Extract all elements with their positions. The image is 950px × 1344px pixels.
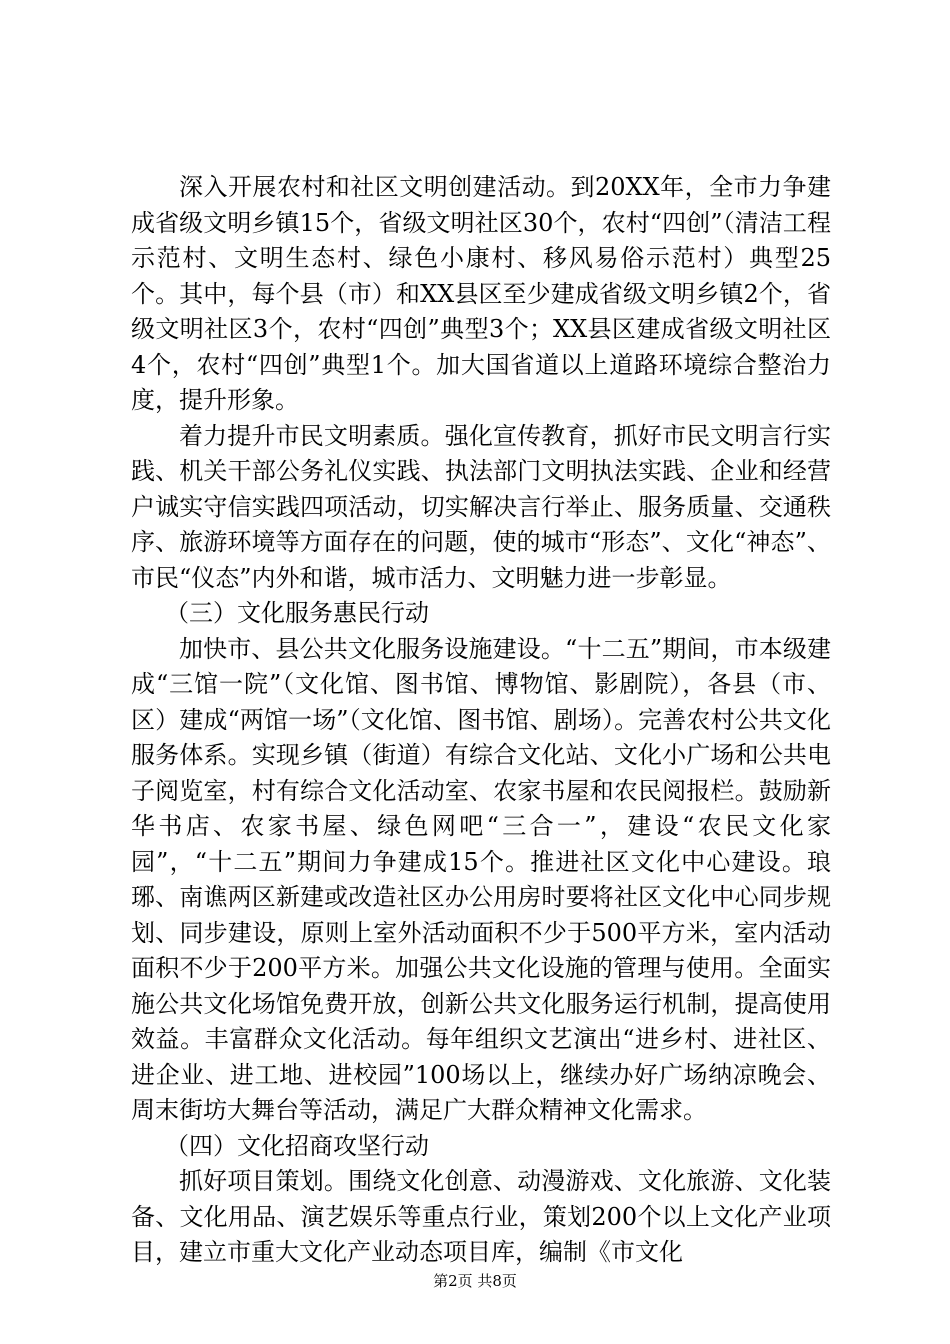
paragraph-civilization-creation: 深入开展农村和社区文明创建活动。到20XX年，全市力争建成省级文明乡镇15个，省级文明社区30个，农村“四创”（清洁工程示范村、文明生态村、绿色小康村、移风易俗示范村）典型25个。其中，每个县（市）和XX县区至少建成省级文明乡镇2个，省级文明社区3个，农村“四创”典型3个；XX县区建成省级文明社区4个，农村“四创”典型1个。加大国省道以上道路环境综合整治力度，提升形象。	[131, 173, 831, 414]
section-heading-culture-investment: （四）文化招商攻坚行动	[165, 1131, 429, 1160]
paragraph-project-planning: 抓好项目策划。围绕文化创意、动漫游戏、文化旅游、文化装备、文化用品、演艺娱乐等重点行业，策划200个以上文化产业项目，建立市重大文化产业动态项目库，编制《市文化	[131, 1167, 831, 1266]
paragraph-citizen-quality: 着力提升市民文明素质。强化宣传教育，抓好市民文明言行实践、机关干部公务礼仪实践、执法部门文明执法实践、企业和经营户诚实守信实践四项活动，切实解决言行举止、服务质量、交通秩序、旅游环境等方面存在的问题，使的城市“形态”、文化“神态”、市民“仪态”内外和谐，城市活力、文明魅力进一步彰显。	[131, 421, 831, 592]
paragraph-public-culture-facilities: 加快市、县公共文化服务设施建设。“十二五”期间，市本级建成“三馆一院”（文化馆、图书馆、博物馆、影剧院），各县（市、区）建成“两馆一场”（文化馆、图书馆、剧场）。完善农村公共文化服务体系。实现乡镇（街道）有综合文化站、文化小广场和公共电子阅览室，村有综合文化活动室、农家书屋和农民阅报栏。鼓励新华书店、农家书屋、绿色网吧“三合一”，建设“农民文化家园”，“十二五”期间力争建成15个。推进社区文化中心建设。琅琊、南谯两区新建或改造社区办公用房时要将社区文化中心同步规划、同步建设，原则上室外活动面积不少于500平方米，室内活动面积不少于200平方米。加强公共文化设施的管理与使用。全面实施公共文化场馆免费开放，创新公共文化服务运行机制，提高使用效益。丰富群众文化活动。每年组织文艺演出“进乡村、进社区、进企业、进工地、进校园”100场以上，继续办好广场纳凉晚会、周末街坊大舞台等活动，满足广大群众精神文化需求。	[131, 634, 831, 1124]
document-body	[131, 170, 831, 1271]
page-footer: 第2页 共8页	[433, 1272, 517, 1290]
section-heading-culture-service: （三）文化服务惠民行动	[165, 599, 429, 627]
